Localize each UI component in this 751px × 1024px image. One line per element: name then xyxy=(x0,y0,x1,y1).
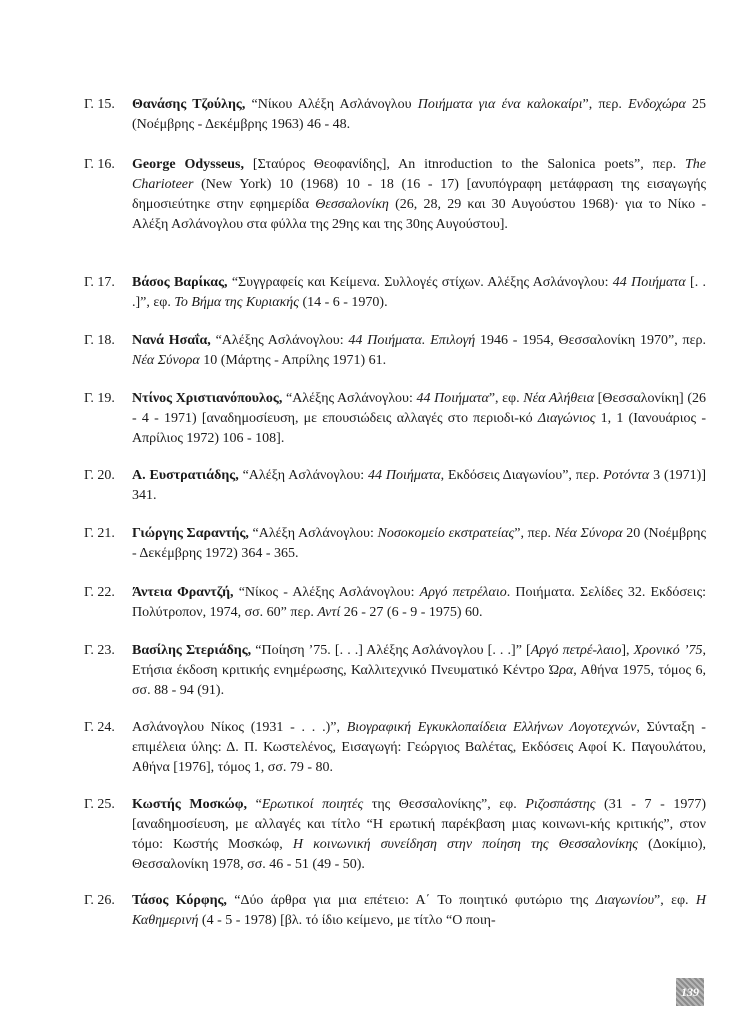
entry-author: George Odysseus, xyxy=(132,157,244,172)
bibliography-entry xyxy=(84,891,706,931)
entry-text-segment: ”, περ. xyxy=(514,526,555,541)
entry-text xyxy=(132,155,706,235)
entry-text-segment: , Εκδόσεις Διαγωνίου”, περ. xyxy=(440,468,604,483)
bibliography-entry xyxy=(84,389,706,449)
entry-author: Άντεια Φραντζή, xyxy=(132,585,234,600)
entry-text-segment: , Ετήσια έκδοση κριτικής ενημέρωσης, Καλλιτεχνικό Πνευματικό Κέντρο xyxy=(132,643,707,678)
bibliography-entry xyxy=(84,331,706,371)
entry-code: Γ. 20. xyxy=(84,468,115,483)
entry-title-italic: Η κοινωνική συνείδηση στην ποίηση της Θεσσαλονίκης xyxy=(292,837,638,852)
entry-text-segment: ”, εφ. xyxy=(488,391,524,406)
bibliography-entry xyxy=(84,795,706,875)
bibliography-entry xyxy=(84,95,706,135)
entry-text-segment: (26, 28, 29 και 30 Αυγούστου 1968)· για το Νίκο - Αλέξη Ασλάνογλου στα φύλλα της 29ης και της 30ης Αυγούστου]. xyxy=(132,197,706,232)
entry-title-italic: Αντί xyxy=(317,605,341,620)
entry-text-segment: “Αλέξη Ασλάνογλου: xyxy=(248,526,378,541)
entry-text-segment: [Σταύρος Θεοφανίδης], An itnroduction to the Salonica poets”, περ. xyxy=(243,157,685,172)
entry-text-segment: ], xyxy=(621,643,634,658)
entry-text-segment: 25 (Νοέμβρης - Δεκέμβρης 1963) 46 - 48. xyxy=(132,97,706,132)
entry-text xyxy=(132,641,706,701)
entry-title-italic: The Charioteer xyxy=(132,157,706,192)
entry-text-segment: ”, περ. xyxy=(582,97,629,112)
entry-text-segment: “Συγγραφείς και Κείμενα. Συλλογές στίχων. Αλέξης Ασλάνογλου: xyxy=(227,275,613,290)
entry-text-segment: 1946 - 1954, Θεσσαλονίκη 1970”, περ. xyxy=(475,333,706,348)
entry-text-segment: (Δοκίμιο), Θεσσαλονίκη 1978, σσ. 46 - 51 (49 - 50). xyxy=(132,837,706,872)
entry-title-italic: 44 Ποιήματα xyxy=(368,468,441,483)
entry-title-italic: Χρονικό ’75 xyxy=(633,643,703,658)
bibliography-entry xyxy=(84,718,706,778)
entry-title-italic: Η Καθημερινή xyxy=(132,893,706,928)
entry-code: Γ. 22. xyxy=(84,585,115,600)
entry-text xyxy=(132,524,706,564)
entry-title-italic: 44 Ποιήματα xyxy=(612,275,686,290)
entry-author: Τάσος Κόρφης, xyxy=(132,893,227,908)
entry-text-segment: 10 (Μάρτης - Απρίλης 1971) 61. xyxy=(199,353,387,368)
entry-text-segment: (31 - 7 - 1977) [αναδημοσίευση, με αλλαγές και τίτλο “Η ερωτική παρέκβαση μιας κοινωνι-κής κριτικής”, στον τόμο: Κωστής Μοσκώφ, xyxy=(132,797,707,852)
entry-title-italic: Ώρα xyxy=(548,663,574,678)
entry-text xyxy=(132,389,706,449)
entry-text-segment: “Αλέξης Ασλάνογλου: xyxy=(282,391,417,406)
bibliography-entry xyxy=(84,466,706,506)
entry-title-italic: Διαγωνίου xyxy=(595,893,655,908)
entry-code: Γ. 24. xyxy=(84,720,115,735)
entry-author: Α. Ευστρατιάδης, xyxy=(132,468,239,483)
entry-text-segment: “ xyxy=(247,797,262,812)
page-number: 139 xyxy=(676,978,704,1006)
entry-title-italic: Ενδοχώρα xyxy=(628,97,686,112)
entry-code: Γ. 26. xyxy=(84,893,115,908)
entry-author: Γιώργης Σαραντής, xyxy=(132,526,249,541)
entry-code: Γ. 16. xyxy=(84,157,115,172)
entry-text-segment: ”, εφ. xyxy=(654,893,696,908)
entry-author: Βασίλης Στεριάδης, xyxy=(132,643,252,658)
entry-text-segment: , Σύνταξη - επιμέλεια ύλης: Δ. Π. Κωστελένος, Εισαγωγή: Γεώργιος Βαλέτας, Εκδόσεις Αφοί Κ. Παγουλάτου, Αθήνα [1976], τόμος 1, σσ. 79 - 80. xyxy=(132,720,706,775)
entry-text-segment: της Θεσσαλονίκης”, εφ. xyxy=(363,797,526,812)
entry-text-segment: (4 - 5 - 1978) [βλ. τό ίδιο κείμενο, με τίτλο “Ο ποιη- xyxy=(198,913,496,928)
entry-text-segment: 26 - 27 (6 - 9 - 1975) 60. xyxy=(340,605,483,620)
entry-title-italic: Το Βήμα της Κυριακής xyxy=(174,295,299,310)
entry-author: Ντίνος Χριστιανόπουλος, xyxy=(132,391,283,406)
entry-text xyxy=(132,273,706,313)
entry-title-italic: Νέα Σύνορα xyxy=(132,353,200,368)
entry-text xyxy=(132,718,706,778)
entry-text xyxy=(132,95,706,135)
entry-title-italic: Νοσοκομείο εκστρατείας xyxy=(377,526,515,541)
bibliography-entry xyxy=(84,641,706,701)
entry-title-italic: Ποιήματα για ένα καλοκαίρι xyxy=(417,97,583,112)
entry-title-italic: Διαγώνιος xyxy=(537,411,596,426)
entry-title-italic: Νέα Αλήθεια xyxy=(523,391,595,406)
bibliography-entry xyxy=(84,155,706,235)
entry-author: Νανά Ησαΐα, xyxy=(132,333,211,348)
entry-text xyxy=(132,331,706,371)
entry-text-segment: “Ποίηση ’75. [. . .] Αλέξης Ασλάνογλου [. . .]” [ xyxy=(251,643,531,658)
entry-text-segment: 20 (Νοέμβρης - Δεκέμβρης 1972) 364 - 365. xyxy=(132,526,707,561)
entry-text-segment: “Νίκου Αλέξη Ασλάνογλου xyxy=(245,97,418,112)
entry-title-italic: 44 Ποιήματα xyxy=(416,391,489,406)
entry-title-italic: Ερωτικοί ποιητές xyxy=(261,797,364,812)
entry-text-segment: “Αλέξης Ασλάνογλου: xyxy=(210,333,349,348)
entry-code: Γ. 23. xyxy=(84,643,115,658)
bibliography-entry xyxy=(84,524,706,564)
entry-code: Γ. 15. xyxy=(84,97,115,112)
entry-text-segment: 1, 1 (Ιανουάριος - Απρίλιος 1972) 106 - 108]. xyxy=(132,411,706,446)
entry-text xyxy=(132,583,706,623)
entry-title-italic: 44 Ποιήματα. Επιλογή xyxy=(348,333,476,348)
entry-text-segment: “Νίκος - Αλέξης Ασλάνογλου: xyxy=(233,585,420,600)
entry-code: Γ. 21. xyxy=(84,526,115,541)
entry-text xyxy=(132,795,706,875)
entry-text-segment: “Αλέξη Ασλάνογλου: xyxy=(238,468,369,483)
entry-author: Κωστής Μοσκώφ, xyxy=(132,797,248,812)
entry-title-italic: Ριζοσπάστης xyxy=(525,797,596,812)
entry-text xyxy=(132,466,706,506)
entry-text-segment: [. . .]”, εφ. xyxy=(132,275,706,310)
entry-text-segment: , Αθήνα 1975, τόμος 6, σσ. 88 - 94 (91). xyxy=(132,663,706,698)
entry-text-segment: [Θεσσαλονίκη] (26 - 4 - 1971) [αναδημοσίευση, με επουσιώδεις αλλαγές στο περιοδι-κό xyxy=(132,391,706,426)
entry-code: Γ. 17. xyxy=(84,275,115,290)
entry-title-italic: Νέα Σύνορα xyxy=(554,526,623,541)
entry-text-segment: “Δύο άρθρα για μια επέτειο: Α΄ Το ποιητικό φυτώριο της xyxy=(226,893,596,908)
entry-code: Γ. 19. xyxy=(84,391,115,406)
entry-title-italic: Βιογραφική Εγκυκλοπαίδεια Ελλήνων Λογοτεχνών xyxy=(346,720,637,735)
entry-text-segment: (14 - 6 - 1970). xyxy=(298,295,388,310)
entry-title-italic: Αργό πετρέλαιο xyxy=(419,585,507,600)
entry-title-italic: Ροτόντα xyxy=(603,468,650,483)
entry-title-italic: Αργό πετρέ-λαιο xyxy=(530,643,622,658)
entry-author: Θανάσης Τζούλης, xyxy=(132,97,246,112)
bibliography-entry xyxy=(84,583,706,623)
bibliography-entry xyxy=(84,273,706,313)
entry-text xyxy=(132,891,706,931)
entry-text-segment: 3 (1971)] 341. xyxy=(132,468,706,503)
entry-text-segment: . Ποιήματα. Σελίδες 32. Εκδόσεις: Πολύτροπον, 1974, σσ. 60” περ. xyxy=(132,585,707,620)
entry-text-segment: (New York) 10 (1968) 10 - 18 (16 - 17) [ανυπόγραφη μετάφραση της εισαγωγής δημοσιεύτηκε στην εφημερίδα xyxy=(132,177,706,212)
entry-author: Βάσος Βαρίκας, xyxy=(132,275,228,290)
entry-title-italic: Θεσσαλονίκη xyxy=(315,197,389,212)
entry-code: Γ. 18. xyxy=(84,333,115,348)
entry-code: Γ. 25. xyxy=(84,797,115,812)
entry-text-segment: Ασλάνογλου Νίκος (1931 - . . .)”, xyxy=(132,720,347,735)
